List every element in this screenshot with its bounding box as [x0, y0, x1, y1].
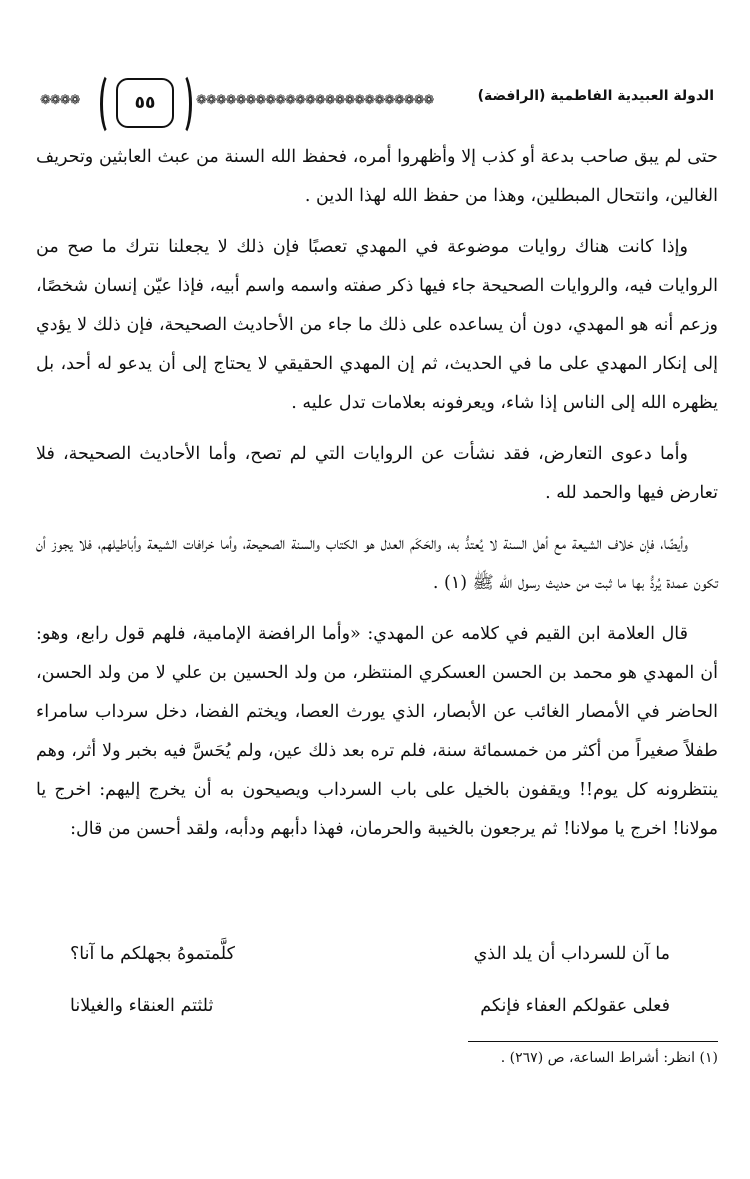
page-number-bracket-right — [172, 72, 192, 136]
paragraph-contradiction-claim: وأما دعوى التعارض، فقد نشأت عن الروايات التي لم تصح، وأما الأحاديث الصحيحة، فلا تعارض فيها والحمد لله . — [36, 444, 718, 503]
running-header-title: الدولة العبيدية الفاطمية (الرافضة) — [477, 88, 714, 104]
paragraph-ibn-alqayyim-quote: قال العلامة ابن القيم في كلامه عن المهدي: «وأما الرافضة الإمامية، فلهم قول رابع، وهو: أن المهدي هو محمد بن الحسن العسكري المنتظر، من ولد الحسين بن علي لا من ولد الحسن، الحاضر في الأمصار الغائب عن الأبصار، الذي يورث العصا، ويختم الفضا، دخل سرداب سامراء طفلاً صغيراً من أكثر من خمسمائة سنة، فلم تره بعد ذلك عين، ولم يُحَسَّ فيه بخبر ولا أثر، وهم ينتظرونه كل يوم!! ويقفون بالخيل على باب السرداب ويصيحون به أن يخرج إليهم: اخرج يا مولانا! اخرج يا مولانا! ثم يرجعون بالخيبة والحرمان، فهذا دأبهم ودأبه، ولقد أحسن من قال: — [36, 624, 719, 839]
verse-2-first-hemistich: فعلى عقولكم العفاء فإنكم — [480, 996, 670, 1016]
ornament-right: ❁❁❁❁❁❁❁❁❁❁❁❁❁❁❁❁❁❁❁❁❁❁❁❁ — [196, 93, 434, 108]
body-text — [36, 138, 718, 849]
verse-1-second-hemistich: كلَّمتموهُ بجهلكم ما آنا؟ — [70, 944, 235, 964]
footnote-separator — [468, 1041, 718, 1042]
footnote: (١) انظر: أشراط الساعة، ص (٢٦٧) . — [500, 1050, 718, 1066]
paragraph-mahdi-narrations: وإذا كانت هناك روايات موضوعة في المهدي تعصبًا فإن ذلك لا يجعلنا نترك ما صح من الروايات فيه، والروايات الصحيحة جاء فيها ذكر صفته واسمه واسم أبيه، فإذا عيّن إنسان شخصًا، وزعم أنه هو المهدي، دون أن يساعده على ذلك ما جاء من الأحاديث الصحيحة، فإن ذلك لا يؤدي إلى إنكار المهدي على ما في الحديث، ثم إن المهدي الحقيقي لا يحتاج إلى أن يدعو له أحد، بل يظهره الله إلى الناس إذا شاء، ويعرفونه بعلامات تدل عليه . — [36, 237, 718, 413]
paragraph-shia-disagreement: وأيضًا، فإن خلاف الشيعة مع أهل السنة لا يُعتدُّ به، والحَكَم العدل هو الكتاب والسنة الصحيحة، وأما خرافات الشيعة وأباطيلهم، فلا يجوز أن تكون عمدة يُردُّ بها ما ثبت من حديث رسول الله ﷺ (١) . — [36, 534, 718, 593]
verse-2-second-hemistich: ثلثتم العنقاء والغيلانا — [70, 996, 214, 1016]
poem-verse-1 — [70, 944, 670, 984]
paragraph-continuation: حتى لم يبق صاحب بدعة أو كذب إلا وأظهروا أمره، فحفظ الله السنة من عبث العابثين وتحريف الغالين، وانتحال المبطلين، وهذا من حفظ الله لهذا الدين . — [36, 147, 718, 206]
page-number: ٥٥ — [116, 78, 174, 128]
ornament-left: ❁❁❁❁ — [40, 93, 80, 108]
poem-verse-2 — [70, 996, 670, 1036]
verse-1-first-hemistich: ما آن للسرداب أن يلد الذي — [473, 944, 670, 964]
page-header — [0, 72, 750, 132]
